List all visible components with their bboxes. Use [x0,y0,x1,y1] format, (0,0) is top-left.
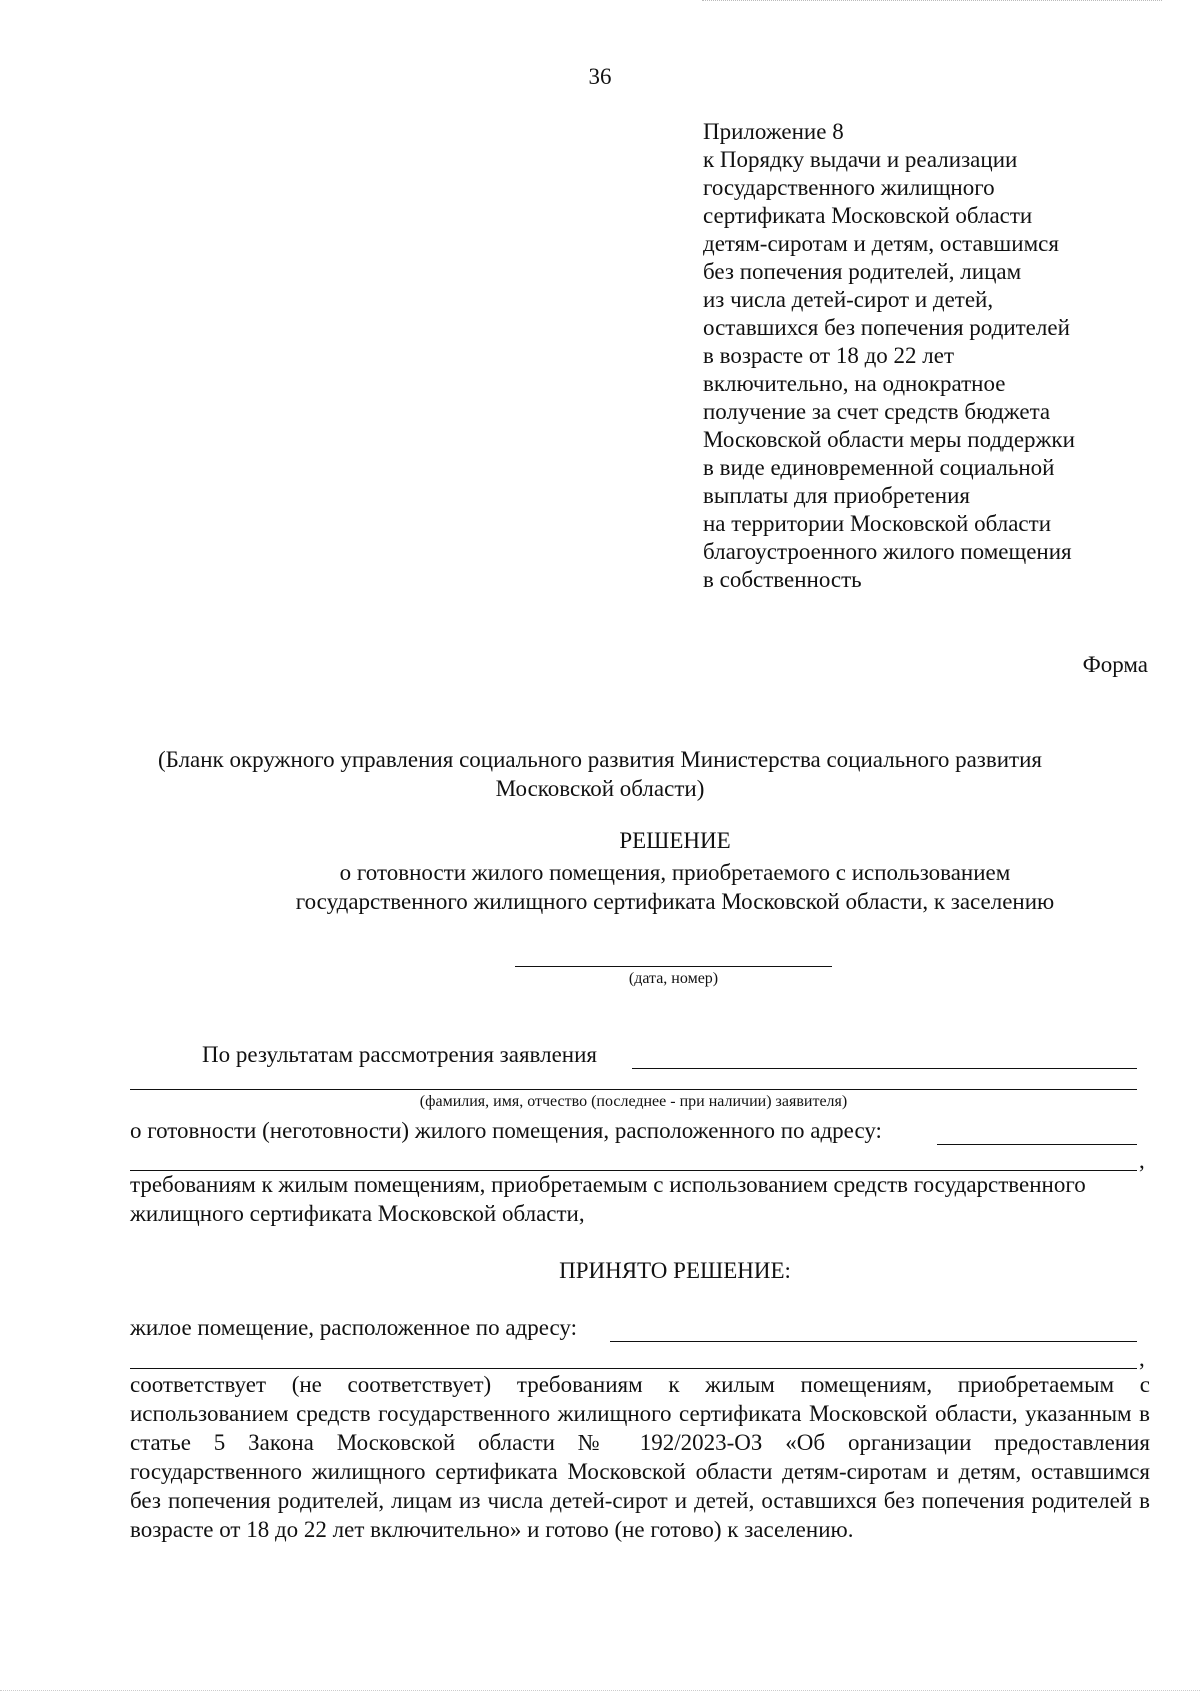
readiness-address-continued-field[interactable] [130,1148,1137,1171]
result-paragraph: соответствует (не соответствует) требованиям к жилым помещениям, приобретаемым с использованием средств государственного жилищного сертификата Московской области, указанным в статье 5 Закона Московской области № 192/2023-ОЗ «Об организации предоставления государственного жилищного сертификата Московской области детям-сиротам и детям, оставшимся без попечения родителей, лицам из числа детей-сирот и детей, оставшихся без попечения родителей в возрасте от 18 до 22 лет включительно» и готово (не готово) к заселению. [130,1372,1150,1542]
result-address-continued-field[interactable] [130,1346,1137,1369]
appendix-line: Московской области меры поддержки [703,427,1075,452]
applicant-name-field[interactable] [130,1067,1137,1090]
page-number: 36 [588,64,612,89]
date-number-caption: (дата, номер) [628,970,719,987]
requirements-text-line-2: жилищного сертификата Московской области, [130,1201,585,1226]
applicant-name-caption: (фамилия, имя, отчество (последнее - при наличии) заявителя) [419,1093,848,1110]
accepted-decision-heading: ПРИНЯТО РЕШЕНИЕ: [559,1258,791,1283]
appendix-line: к Порядку выдачи и реализации [703,147,1018,172]
application-review-text: По результатам рассмотрения заявления [202,1042,597,1067]
result-address-text: жилое помещение, расположенное по адресу: [130,1315,578,1340]
decision-subtitle-line-1: о готовности жилого помещения, приобретаемого с использованием [339,860,1011,885]
appendix-line: в виде единовременной социальной [703,455,1055,480]
appendix-line: сертификата Московской области [703,203,1033,228]
address-comma: , [1139,1148,1145,1173]
decision-subtitle [100,858,1200,916]
requirements-text-line-1: требованиям к жилым помещениям, приобретаемым с использованием средств государственного [130,1172,1086,1197]
result-address-field[interactable] [610,1317,1137,1342]
decision-title: РЕШЕНИЕ [619,828,731,853]
appendix-line: благоустроенного жилого помещения [703,539,1072,564]
appendix-header [703,118,1133,594]
readiness-address-text: о готовности (неготовности) жилого помещения, расположенного по адресу: [130,1118,882,1143]
letterhead-line-2: Московской области) [495,776,705,801]
appendix-line: оставшихся без попечения родителей [703,315,1070,340]
appendix-line: в возрасте от 18 до 22 лет [703,343,955,368]
letterhead-line-1: (Бланк окружного управления социального развития Министерства социального развития [158,747,1042,772]
readiness-address-field[interactable] [937,1120,1137,1145]
appendix-line: без попечения родителей, лицам [703,259,1022,284]
date-number-field[interactable] [515,966,832,967]
form-label: Форма [1082,652,1148,677]
letterhead-placeholder [100,745,1100,803]
appendix-line: из числа детей-сирот и детей, [703,287,994,312]
scan-bottom-edge [0,1690,1200,1691]
appendix-line: детям-сиротам и детям, оставшимся [703,231,1059,256]
application-field[interactable] [632,1044,1137,1069]
appendix-line: включительно, на однократное [703,371,1006,396]
decision-subtitle-line-2: государственного жилищного сертификата Московской области, к заселению [295,889,1055,914]
appendix-line: получение за счет средств бюджета [703,399,1051,424]
appendix-line: на территории Московской области [703,511,1051,536]
appendix-line: государственного жилищного [703,175,995,200]
appendix-line: выплаты для приобретения [703,483,970,508]
appendix-line: Приложение 8 [703,119,844,144]
appendix-line: в собственность [703,567,862,592]
scan-edge-mark [702,0,1162,4]
result-address-comma: , [1139,1346,1145,1371]
